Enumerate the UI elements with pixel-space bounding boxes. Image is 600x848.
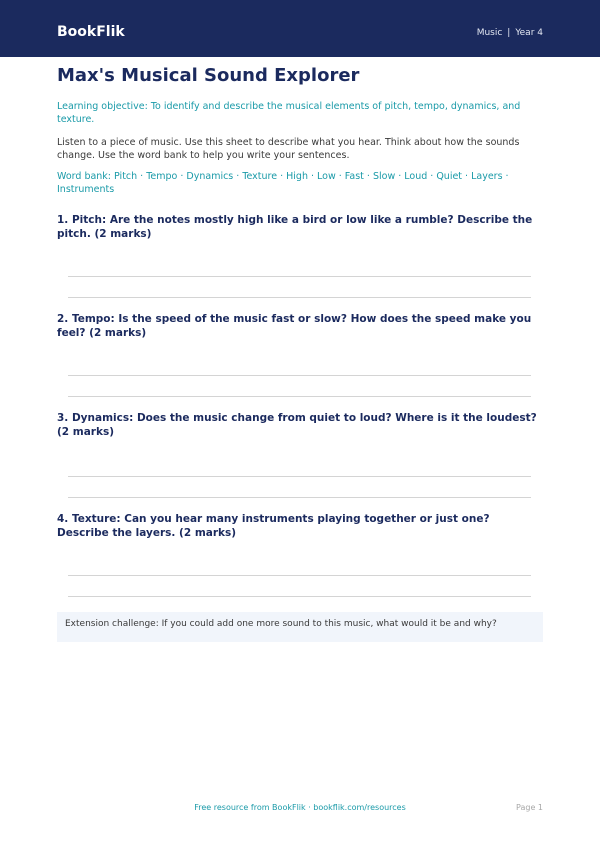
subject-separator: |: [507, 28, 511, 38]
brand-logo-text: BookFlik: [57, 24, 125, 40]
answer-line[interactable]: [68, 276, 531, 277]
extension-challenge-box: [57, 612, 543, 642]
question-text: 1. Pitch: Are the notes mostly high like a bird or low like a rumble? Describe the pitch. (2 marks): [57, 214, 533, 240]
footer-resource-text: Free resource from BookFlik · bookflik.com/resources: [194, 803, 406, 812]
word-bank: Word bank: Pitch · Tempo · Dynamics · Texture · High · Low · Fast · Slow · Loud · Quiet · Layers · Instruments: [57, 171, 509, 195]
question-block-dynamics: [57, 411, 543, 498]
worksheet-content: [57, 65, 543, 642]
answer-line[interactable]: [68, 297, 531, 298]
answer-line[interactable]: [68, 396, 531, 397]
answer-line[interactable]: [68, 476, 531, 477]
answer-line[interactable]: [68, 375, 531, 376]
header-bar: [0, 0, 600, 57]
question-text: 4. Texture: Can you hear many instruments playing together or just one? Describe the layers. (2 marks): [57, 513, 490, 539]
question-text: 2. Tempo: Is the speed of the music fast or slow? How does the speed make you feel? (2 marks): [57, 313, 532, 339]
page-number: Page 1: [516, 803, 543, 812]
learning-objective: Learning objective: To identify and describe the musical elements of pitch, tempo, dynamics, and texture.: [57, 101, 521, 125]
answer-line[interactable]: [68, 596, 531, 597]
instructions-text: Listen to a piece of music. Use this sheet to describe what you hear. Think about how the sounds change. Use the word bank to help you write your sentences.: [57, 137, 520, 161]
subject-label: Music: [476, 28, 503, 38]
question-text: 3. Dynamics: Does the music change from quiet to loud? Where is it the loudest? (2 marks): [57, 412, 537, 438]
question-block-texture: [57, 512, 543, 597]
year-label: Year 4: [515, 28, 543, 38]
worksheet-title: Max's Musical Sound Explorer: [57, 65, 360, 86]
extension-challenge-text: Extension challenge: If you could add one more sound to this music, what would it be and why?: [65, 619, 497, 629]
question-block-tempo: [57, 312, 543, 397]
subject-year-label: [477, 28, 543, 39]
answer-line[interactable]: [68, 575, 531, 576]
answer-line[interactable]: [68, 497, 531, 498]
question-block-pitch: [57, 213, 543, 298]
